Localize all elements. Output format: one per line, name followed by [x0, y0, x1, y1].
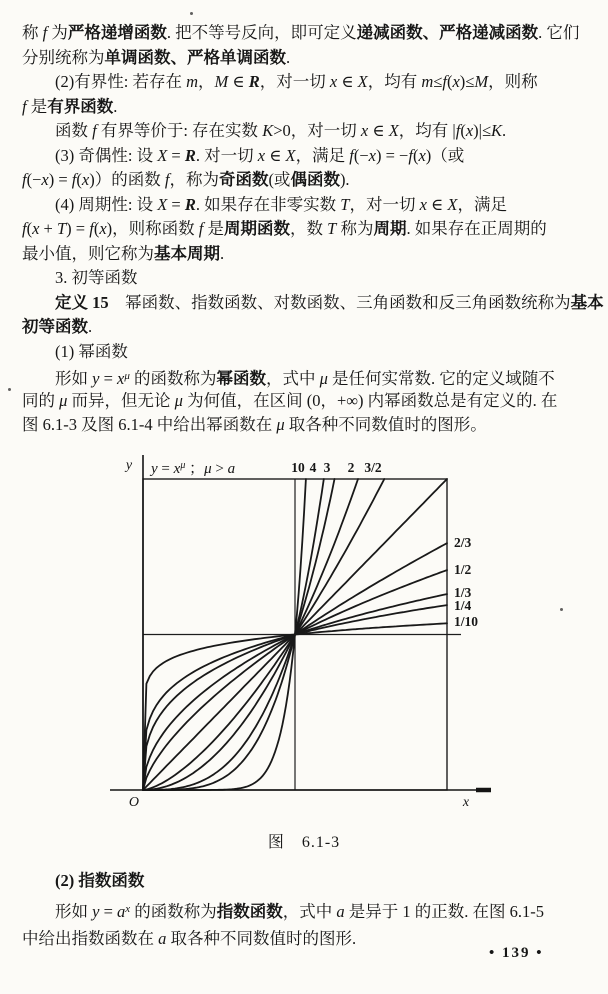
- text-segment: ) =: [48, 170, 72, 189]
- mu-label-right-1/3: 1/3: [454, 585, 472, 600]
- text-segment: .: [88, 317, 93, 336]
- text-segment: .: [220, 243, 225, 263]
- text-line: [22, 413, 592, 438]
- text-segment: .: [502, 121, 507, 140]
- text-segment: ，式中: [282, 902, 337, 921]
- text-segment: (2)有界性: 若存在: [55, 72, 187, 91]
- text-segment: )（或: [425, 145, 465, 165]
- text-segment: . 如果存在正周期的: [406, 219, 547, 238]
- text-line: [22, 193, 592, 218]
- figure-6-1-3: [85, 445, 515, 820]
- text-segment: μ: [276, 415, 285, 434]
- text-segment: X: [285, 145, 296, 165]
- text-segment: ，: [198, 72, 215, 91]
- text-segment: 初等函数: [22, 317, 88, 336]
- text-segment: f: [71, 170, 77, 189]
- text-line: [22, 866, 592, 895]
- text-line: [22, 266, 592, 291]
- text-segment: )≤: [459, 72, 475, 91]
- text-segment: (或: [268, 170, 291, 189]
- text-segment: (: [76, 170, 82, 189]
- text-segment: T: [340, 194, 350, 214]
- text-segment: f: [455, 121, 461, 140]
- text-segment: 的函数称为: [129, 369, 217, 388]
- text-segment: f: [349, 145, 354, 165]
- text-segment: )，则称函数: [106, 219, 199, 238]
- text-segment: T: [56, 219, 67, 238]
- scan-speckle: [560, 608, 563, 611]
- text-segment: 基本: [570, 292, 604, 312]
- text-segment: 单调函数、严格单调函数: [104, 47, 286, 67]
- figure-title-segment: μ: [180, 460, 186, 471]
- text-segment: (: [446, 72, 453, 91]
- text-segment: μ: [59, 390, 68, 410]
- text-segment: x: [41, 170, 49, 189]
- text-segment: 而异，但无论: [67, 390, 175, 410]
- figure-title-segment: μ: [204, 461, 212, 477]
- text-segment: y: [92, 902, 100, 921]
- text-segment: X: [357, 72, 368, 91]
- text-segment: (: [93, 219, 100, 238]
- text-segment: )|≤: [473, 121, 491, 140]
- text-segment: ) = −: [376, 145, 409, 165]
- text-segment: 最小值，则它称为: [22, 243, 154, 263]
- text-segment: m: [186, 72, 198, 91]
- mu-label-top-3/2: 3/2: [364, 460, 382, 475]
- mu-label-right-2/3: 2/3: [454, 535, 472, 550]
- text-segment: ≤: [433, 72, 443, 91]
- origin-label: O: [128, 795, 139, 810]
- text-segment: (1) 幂函数: [55, 341, 128, 361]
- figure-title-segment: y: [151, 461, 158, 477]
- mu-label-top-10: 10: [291, 460, 305, 475]
- text-line: [22, 217, 592, 242]
- text-segment: ).: [339, 170, 350, 189]
- text-segment: ) =: [66, 219, 90, 238]
- x-axis-label: x: [462, 795, 470, 810]
- text-segment: f: [22, 219, 27, 238]
- figure-title-segment: =: [157, 461, 174, 477]
- mu-label-right-1/2: 1/2: [454, 562, 472, 577]
- mu-label-right-1/10: 1/10: [454, 614, 479, 629]
- text-line: [22, 291, 604, 316]
- text-segment: .: [113, 96, 118, 116]
- text-segment: 的函数称为: [130, 902, 217, 921]
- text-segment: ，均有: [367, 72, 422, 91]
- mu-label-top-4: 4: [309, 460, 317, 475]
- text-segment: x: [465, 121, 474, 140]
- figure-title-segment: x: [173, 461, 181, 477]
- text-segment: ，均有 |: [398, 121, 456, 140]
- text-segment: X: [388, 121, 399, 140]
- text-segment: x: [99, 219, 107, 238]
- text-line: [22, 340, 592, 365]
- text-segment: (3) 奇偶性: 设: [55, 145, 158, 165]
- text-segment: x: [368, 145, 376, 165]
- text-segment: =: [167, 145, 185, 165]
- text-segment: .: [286, 47, 291, 67]
- text-segment: f: [22, 96, 27, 116]
- text-segment: x: [125, 903, 131, 915]
- text-line: [22, 389, 592, 414]
- text-segment: 图 6.1-3 及图 6.1-4 中给出幂函数在: [22, 415, 277, 434]
- text-segment: x: [117, 369, 125, 388]
- text-line: [22, 168, 592, 193]
- mu-label-top-3: 3: [323, 460, 331, 475]
- text-segment: 为何值，在区间 (0，+∞) 内幂函数总是有定义的. 在: [182, 390, 558, 410]
- text-segment: ，满足: [457, 194, 507, 214]
- text-segment: x: [360, 121, 369, 140]
- text-segment: f: [198, 219, 204, 238]
- page-number: • 139 •: [489, 945, 544, 961]
- text-line: [22, 95, 592, 120]
- text-segment: 幂函数、指数函数、对数函数、三角函数和反三角函数统称为: [108, 292, 571, 312]
- text-segment: a: [158, 929, 167, 948]
- text-segment: 周期: [373, 219, 407, 238]
- text-segment: 有界函数: [47, 96, 114, 116]
- text-segment: 是: [203, 219, 224, 238]
- text-segment: x: [452, 72, 460, 91]
- text-segment: 3. 初等函数: [55, 268, 138, 287]
- text-segment: 称: [22, 23, 43, 42]
- text-segment: 形如: [55, 902, 93, 921]
- text-segment: 奇函数: [218, 170, 269, 189]
- text-segment: f: [408, 145, 413, 165]
- text-segment: ∈: [228, 72, 249, 91]
- text-segment: >0，对一切: [273, 121, 361, 140]
- text-segment: 是任何实常数. 它的定义域随不: [327, 369, 555, 388]
- main-text-block: [22, 21, 604, 438]
- text-segment: . 它们: [538, 23, 580, 42]
- text-segment: 取各种不同数值时的图形.: [166, 929, 357, 948]
- text-segment: ，数: [290, 219, 328, 238]
- text-segment: ∈: [368, 121, 389, 140]
- text-segment: 指数函数: [216, 902, 283, 921]
- text-segment: X: [447, 194, 458, 214]
- text-segment: 周期函数: [224, 219, 290, 238]
- text-segment: (4) 周期性: 设: [55, 194, 158, 214]
- text-segment: f: [164, 170, 170, 189]
- text-segment: 取各种不同数值时的图形。: [284, 415, 487, 434]
- scan-speckle: [8, 388, 11, 391]
- text-segment: 是异于 1 的正数. 在图 6.1-5: [344, 902, 545, 921]
- text-segment: x: [81, 170, 90, 189]
- mu-label-top-2: 2: [347, 460, 355, 475]
- text-segment: ，称为: [169, 170, 219, 189]
- text-segment: =: [99, 902, 118, 921]
- text-segment: (−: [353, 145, 369, 165]
- text-segment: ，则称: [488, 72, 538, 91]
- y-axis-label: y: [125, 458, 133, 473]
- text-segment: ，式中: [266, 369, 320, 388]
- figure-container: [85, 445, 515, 820]
- text-segment: 严格递增函数: [67, 23, 167, 42]
- text-segment: ，对一切: [259, 72, 330, 91]
- text-segment: ∈: [426, 194, 448, 214]
- figure-title-segment: >: [211, 461, 228, 477]
- text-line: [22, 70, 592, 95]
- text-line: [22, 242, 592, 267]
- text-segment: X: [157, 194, 168, 214]
- text-segment: a: [117, 902, 126, 921]
- text-segment: 中给出指数函数在: [22, 929, 159, 948]
- text-line: [22, 119, 592, 144]
- text-segment: K: [491, 121, 503, 140]
- text-line: [22, 364, 592, 389]
- text-segment: R: [184, 194, 196, 214]
- text-segment: f: [442, 72, 447, 91]
- text-segment: R: [248, 72, 260, 91]
- scan-speckle: [190, 12, 193, 15]
- text-segment: f: [92, 121, 97, 140]
- text-segment: K: [262, 121, 274, 140]
- text-segment: 形如: [55, 369, 93, 388]
- text-segment: x: [418, 145, 426, 165]
- text-segment: 分别统称为: [22, 47, 105, 67]
- text-line: [22, 144, 592, 169]
- text-segment: . 对一切: [195, 145, 258, 165]
- text-segment: . 如果存在非零实数: [195, 194, 341, 214]
- text-segment: =: [99, 369, 118, 388]
- text-segment: +: [39, 219, 57, 238]
- text-segment: m: [421, 72, 434, 91]
- text-segment: 函数: [55, 121, 93, 140]
- text-segment: f: [89, 219, 94, 238]
- text-segment: μ: [124, 370, 130, 382]
- text-segment: f: [22, 170, 27, 189]
- figure-title-segment: a: [227, 461, 236, 477]
- text-segment: (: [460, 121, 466, 140]
- text-segment: T: [327, 219, 337, 238]
- text-segment: f: [42, 23, 48, 42]
- text-segment: ，对一切: [349, 194, 420, 214]
- text-line: [22, 895, 592, 924]
- text-line: [22, 21, 592, 46]
- figure-title-segment: ；: [185, 461, 205, 477]
- text-segment: ∈: [337, 72, 358, 91]
- figure-caption: 图 6.1-3: [267, 834, 341, 851]
- text-segment: . 把不等号反向，即可定义: [166, 23, 357, 42]
- text-segment: x: [329, 72, 338, 91]
- text-segment: 偶函数: [290, 170, 340, 189]
- mu-label-right-1/4: 1/4: [454, 598, 472, 613]
- text-segment: R: [184, 145, 196, 165]
- text-segment: M: [214, 72, 229, 91]
- text-segment: (−: [26, 170, 42, 189]
- text-segment: 有界等价于: 存在实数: [96, 121, 263, 140]
- text-segment: 同的: [22, 390, 60, 410]
- text-segment: (: [412, 145, 419, 165]
- text-segment: X: [157, 145, 168, 165]
- figure-title: [149, 460, 235, 477]
- text-segment: )）的函数: [89, 170, 165, 189]
- text-segment: 称为: [336, 219, 374, 238]
- text-segment: 递减函数、严格递减函数: [356, 23, 539, 42]
- text-segment: μ: [319, 369, 328, 388]
- text-line: [22, 46, 592, 71]
- text-segment: x: [257, 145, 266, 165]
- text-line: [22, 315, 592, 340]
- text-segment: (: [26, 219, 33, 238]
- text-segment: x: [419, 194, 427, 214]
- text-segment: y: [92, 369, 100, 388]
- text-segment: 基本周期: [154, 243, 220, 263]
- text-segment: a: [336, 902, 345, 921]
- text-segment: x: [32, 219, 40, 238]
- text-segment: ∈: [265, 145, 286, 165]
- text-segment: =: [167, 194, 185, 214]
- text-segment: M: [474, 72, 489, 91]
- text-segment: 定义 15: [55, 292, 109, 312]
- text-segment: μ: [174, 390, 183, 410]
- bottom-text-block: [22, 866, 592, 953]
- text-segment: 幂函数: [216, 369, 266, 388]
- text-segment: ，满足: [295, 145, 350, 165]
- text-segment: (2) 指数函数: [55, 871, 145, 890]
- text-segment: 是: [26, 96, 48, 116]
- text-segment: 为: [47, 23, 68, 42]
